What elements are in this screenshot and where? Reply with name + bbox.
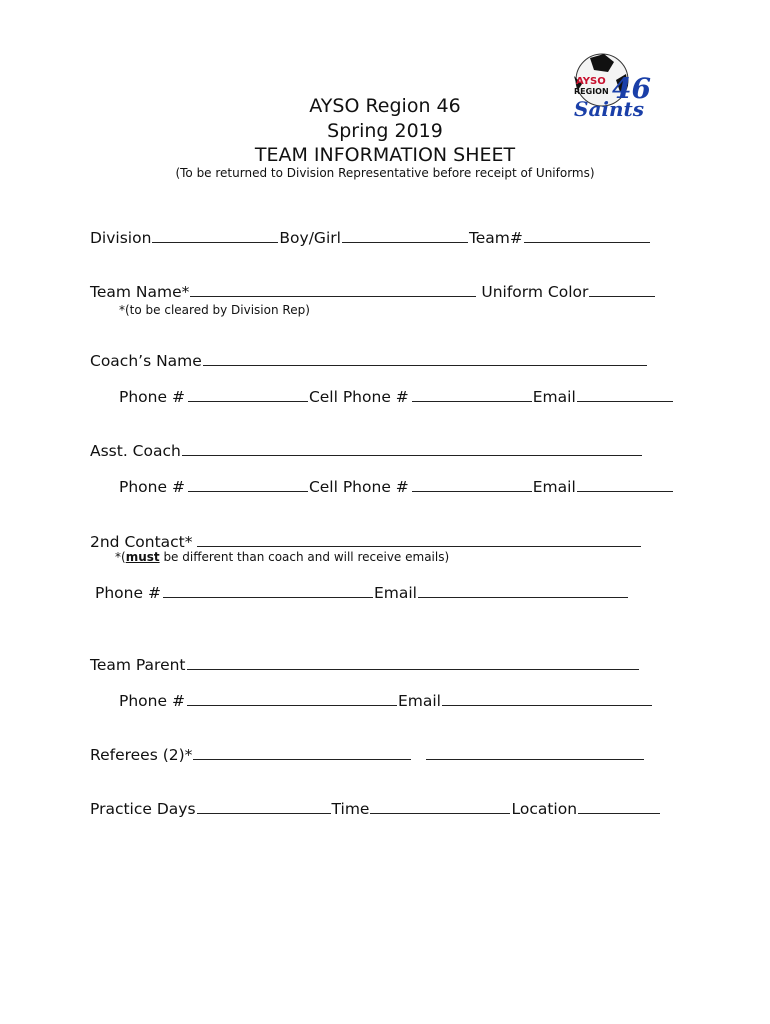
- coach-cell-field[interactable]: [412, 389, 532, 402]
- practice-row: [90, 800, 661, 818]
- time-label: Time: [331, 800, 370, 818]
- coach-cell-label: Cell Phone #: [308, 388, 409, 406]
- second-contact-row: [90, 533, 642, 551]
- team-name-note: *(to be cleared by Division Rep): [119, 303, 310, 317]
- team-name-label: Team Name*: [90, 283, 190, 301]
- asst-cell-label: Cell Phone #: [308, 478, 409, 496]
- parent-contact-row: [119, 692, 653, 710]
- second-contact-field[interactable]: [197, 534, 641, 547]
- team-parent-label: Team Parent: [90, 656, 186, 674]
- coach-name-row: [90, 352, 648, 370]
- team-parent-row: [90, 656, 640, 674]
- second-contact-note: *(must be different than coach and will receive emails): [115, 550, 450, 564]
- coach-email-field[interactable]: [577, 389, 673, 402]
- division-row: [90, 229, 651, 247]
- second-contact-label: 2nd Contact*: [90, 533, 193, 551]
- team-name-row: [90, 283, 656, 301]
- coach-email-label: Email: [532, 388, 576, 406]
- svg-text:REGION: REGION: [574, 87, 609, 96]
- location-field[interactable]: [578, 801, 660, 814]
- team-parent-field[interactable]: [187, 657, 639, 670]
- division-label: Division: [90, 229, 152, 247]
- referees-row: [90, 746, 645, 764]
- uniform-color-label: Uniform Color: [481, 283, 589, 301]
- coach-name-label: Coach’s Name: [90, 352, 202, 370]
- referees-label: Referees (2)*: [90, 746, 193, 764]
- team-number-field[interactable]: [524, 230, 650, 243]
- title-season: Spring 2019: [327, 120, 443, 142]
- parent-phone-label: Phone #: [119, 692, 185, 710]
- parent-phone-field[interactable]: [187, 693, 397, 706]
- parent-email-label: Email: [397, 692, 441, 710]
- referee-2-field[interactable]: [426, 747, 644, 760]
- boy-girl-label: Boy/Girl: [279, 229, 341, 247]
- asst-phone-label: Phone #: [119, 478, 185, 496]
- coach-phone-field[interactable]: [188, 389, 308, 402]
- practice-days-field[interactable]: [197, 801, 331, 814]
- asst-contact-row: [119, 478, 674, 496]
- title-sheet: TEAM INFORMATION SHEET: [254, 144, 516, 166]
- title-region: AYSO Region 46: [309, 95, 461, 117]
- coach-phone-label: Phone #: [119, 388, 185, 406]
- svg-text:46: 46: [612, 72, 651, 105]
- second-contact-info-row: [95, 584, 629, 602]
- coach-name-field[interactable]: [203, 353, 647, 366]
- second-email-label: Email: [373, 584, 417, 602]
- asst-cell-field[interactable]: [412, 479, 532, 492]
- asst-coach-field[interactable]: [182, 443, 642, 456]
- return-note: (To be returned to Division Representative before receipt of Uniforms): [175, 166, 595, 180]
- svg-text:Saints: Saints: [574, 97, 645, 121]
- time-field[interactable]: [370, 801, 510, 814]
- team-name-field[interactable]: [190, 284, 476, 297]
- asst-phone-field[interactable]: [188, 479, 308, 492]
- division-field[interactable]: [152, 230, 278, 243]
- uniform-color-field[interactable]: [589, 284, 655, 297]
- referee-1-field[interactable]: [193, 747, 411, 760]
- asst-email-label: Email: [532, 478, 576, 496]
- asst-coach-label: Asst. Coach: [90, 442, 181, 460]
- svg-text:AYSO: AYSO: [576, 76, 606, 87]
- parent-email-field[interactable]: [442, 693, 652, 706]
- boy-girl-field[interactable]: [342, 230, 468, 243]
- location-label: Location: [511, 800, 578, 818]
- second-phone-field[interactable]: [163, 585, 373, 598]
- asst-coach-row: [90, 442, 643, 460]
- coach-contact-row: [119, 388, 674, 406]
- second-phone-label: Phone #: [95, 584, 161, 602]
- practice-days-label: Practice Days: [90, 800, 196, 818]
- team-number-label: Team#: [468, 229, 523, 247]
- asst-email-field[interactable]: [577, 479, 673, 492]
- second-email-field[interactable]: [418, 585, 628, 598]
